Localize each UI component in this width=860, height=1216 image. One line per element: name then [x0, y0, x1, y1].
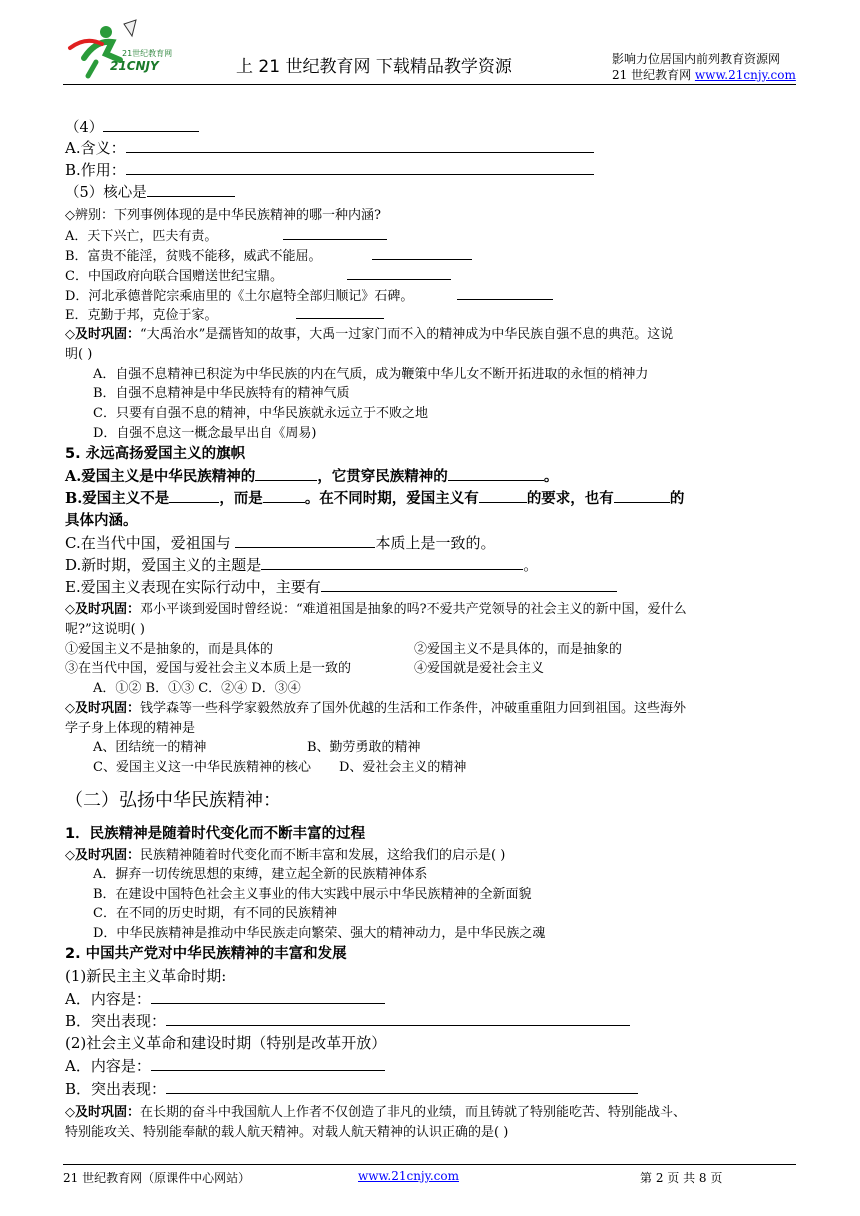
patriotism-c	[65, 532, 496, 553]
option-text: D、爱社会主义的精神	[339, 760, 467, 775]
period-2-heading: (2)社会主义革命和建设时期（特别是改革开放）	[65, 1034, 387, 1052]
footer-link-wrap	[358, 1169, 459, 1183]
patriotism-a	[65, 465, 558, 486]
patriotism-e	[65, 576, 617, 597]
section-5-heading: 5. 永远高扬爱国主义的旗帜	[65, 446, 246, 462]
practice-2	[65, 598, 687, 617]
text: A．内容是：	[65, 1057, 151, 1075]
footer-rule	[63, 1164, 796, 1165]
section-2-heading: （二）弘扬中华民族精神：	[65, 790, 281, 811]
blank	[448, 466, 544, 481]
blank	[372, 245, 472, 260]
practice-label: ◇及时巩固：	[65, 327, 140, 342]
discern-e	[65, 304, 384, 323]
option-text: B．富贵不能淫，贫贱不能移，威武不能屈。	[65, 249, 322, 264]
practice-1-c: C．只要有自强不息的精神，中华民族就永远立于不败之地	[93, 406, 428, 421]
practice-4-a: A．摒弃一切传统思想的束缚，建立起全新的民族精神体系	[93, 867, 428, 882]
header-rule	[63, 84, 796, 85]
period-1-highlight	[65, 1010, 630, 1031]
blank	[151, 1056, 385, 1071]
blank	[235, 533, 375, 548]
practice-1-a: A．自强不息精神已积淀为中华民族的内在气质，成为鞭策中华儿女不断开拓进取的永恒的梢神力	[93, 367, 649, 382]
line-function	[65, 159, 594, 180]
item-label: B.作用：	[65, 161, 126, 179]
blank	[255, 466, 317, 481]
discern-c	[65, 265, 451, 284]
practice-label: ◇及时巩固：	[65, 602, 140, 617]
blank	[479, 488, 527, 503]
blank	[147, 182, 235, 197]
text: 。	[543, 468, 559, 485]
text: B．突出表现：	[65, 1012, 167, 1030]
item-label: （4）	[65, 120, 104, 136]
text: ，它贯穿民族精神的	[317, 468, 448, 485]
blank	[166, 1011, 630, 1026]
practice-1-cont: 明( )	[65, 347, 93, 362]
blank	[126, 160, 594, 175]
blank	[103, 117, 199, 132]
footer-left: 21 世纪教育网（原课件中心网站）	[63, 1171, 251, 1185]
option-text: A．天下兴亡，匹夫有责。	[65, 229, 218, 244]
blank	[347, 265, 451, 280]
blank	[169, 488, 219, 503]
option-text: ②爱国主义不是具体的，而是抽象的	[414, 642, 623, 657]
patriotism-b	[65, 487, 684, 508]
option-text: C、爱国主义这一中华民族精神的核心	[93, 760, 311, 775]
text: 的	[669, 490, 685, 507]
practice-2-choices: A．①② B．①③ C．②④ D．③④	[93, 681, 301, 696]
practice-4-c: C．在不同的历史时期，有不同的民族精神	[93, 906, 337, 921]
text: 。	[523, 556, 539, 574]
practice-3-opt-cd	[93, 756, 467, 775]
text: 的要求，也有	[526, 490, 614, 507]
practice-label: ◇及时巩固：	[65, 701, 140, 716]
practice-label: ◇及时巩固：	[65, 848, 140, 863]
practice-5-cont: 特别能攻关、特别能奉献的载人航天精神。对载人航天精神的认识正确的是( )	[65, 1125, 509, 1140]
practice-label: ◇及时巩固：	[65, 1105, 140, 1120]
practice-4-b: B．在建设中国特色社会主义事业的伟大实践中展示中华民族精神的全新面貌	[93, 887, 532, 902]
subsection-1-heading: 1．民族精神是随着时代变化而不断丰富的过程	[65, 826, 366, 842]
practice-1-d: D．自强不息这一概念最早出自《周易)	[93, 426, 317, 441]
header-site-link[interactable]: www.21cnjy.com	[694, 68, 796, 82]
text: C.在当代中国，爱祖国与	[65, 534, 236, 552]
practice-3-cont: 学子身上体现的精神是	[65, 721, 196, 736]
footer-site-link[interactable]: www.21cnjy.com	[358, 1169, 459, 1183]
practice-2-opt-12	[65, 638, 623, 657]
blank	[614, 488, 670, 503]
text: E.爱国主义表现在实际行动中，主要有	[65, 578, 321, 596]
header-site-line	[612, 66, 796, 83]
text: A．内容是：	[65, 990, 151, 1008]
practice-1	[65, 323, 673, 342]
blank	[457, 285, 553, 300]
practice-2-opt-34	[65, 657, 545, 676]
option-text: ①爱国主义不是抽象的，而是具体的	[65, 642, 274, 657]
discern-b	[65, 245, 472, 264]
blank	[151, 989, 385, 1004]
blank	[321, 577, 617, 592]
text: D.新时期，爱国主义的主题是	[65, 556, 262, 574]
period-2-content	[65, 1055, 385, 1076]
line-meaning	[65, 137, 594, 158]
option-text: E．克勤于邦，克俭于家。	[65, 308, 218, 323]
option-text: C．中国政府向联合国赠送世纪宝鼎。	[65, 269, 283, 284]
discern-heading: ◇辨别：下列事例体现的是中华民族精神的哪一种内涵?	[65, 208, 381, 223]
option-text: D．河北承德普陀宗乘庙里的《土尔扈特全部归顺记》石碑。	[65, 289, 414, 304]
discern-d	[65, 285, 553, 304]
practice-text: 邓小平谈到爱国时曾经说：“难道祖国是抽象的吗?不爱共产党领导的社会主义的新中国，爱什么	[140, 602, 687, 617]
blank	[261, 555, 523, 570]
patriotism-d	[65, 554, 538, 575]
practice-text: 在长期的奋斗中我国航人上作者不仅创造了非凡的业绩，而且铸就了特别能吃苦、特别能战斗、	[140, 1105, 687, 1120]
period-1-content	[65, 988, 385, 1009]
blank	[263, 488, 305, 503]
item-label: A.含义：	[65, 139, 126, 157]
practice-3	[65, 697, 686, 716]
blank	[296, 304, 384, 319]
subsection-2-heading: 2. 中国共产党对中华民族精神的丰富和发展	[65, 946, 347, 962]
blank	[126, 138, 594, 153]
logo-text-en: 21CNJY	[110, 59, 159, 73]
practice-text: “大禹治水”是孺皆知的故事，大禹一过家门而不入的精神成为中华民族自强不息的典范。这说	[140, 327, 674, 342]
practice-3-opt-ab	[93, 736, 421, 755]
footer-page-number: 第 2 页 共 8 页	[640, 1171, 723, 1185]
practice-1-b: B．自强不息精神是中华民族特有的精神气质	[93, 386, 350, 401]
discern-a	[65, 225, 387, 244]
header-center-title: 上 21 世纪教育网 下载精品教学资源	[236, 57, 512, 77]
option-text: ④爱国就是爱社会主义	[414, 661, 545, 676]
blank	[166, 1079, 638, 1094]
patriotism-b-cont: 具体内涵。	[65, 512, 138, 529]
option-text: A、团结统一的精神	[93, 740, 207, 755]
text: B．突出表现：	[65, 1080, 167, 1098]
text: A.爱国主义是中华民族精神的	[65, 468, 256, 485]
logo-text-cn: 21世纪教育网	[122, 49, 173, 58]
line-4	[65, 116, 199, 137]
item-label: （5）核心是	[65, 185, 147, 201]
header-tagline: 影响力位居国内前列教育资源网	[612, 52, 781, 66]
practice-text: 钱学森等一些科学家毅然放弃了国外优越的生活和工作条件，冲破重重阻力回到祖国。这些海外	[140, 701, 687, 716]
text: 。在不同时期，爱国主义有	[304, 490, 479, 507]
practice-4-d: D．中华民族精神是推动中华民族走向繁荣、强大的精神动力，是中华民族之魂	[93, 926, 546, 941]
period-2-highlight	[65, 1078, 638, 1099]
line-core	[65, 181, 235, 202]
text: ，而是	[219, 490, 263, 507]
header-site-name: 21 世纪教育网	[612, 68, 695, 82]
site-logo	[66, 18, 176, 82]
option-text: B、勤劳勇敢的精神	[307, 740, 421, 755]
text: 本质上是一致的。	[375, 534, 496, 552]
text: B.爱国主义不是	[65, 490, 170, 507]
blank	[283, 225, 387, 240]
option-text: ③在当代中国，爱国与爱社会主义本质上是一致的	[65, 661, 352, 676]
practice-5	[65, 1101, 686, 1120]
period-1-heading: (1)新民主主义革命时期:	[65, 967, 227, 985]
practice-text: 民族精神随着时代变化而不断丰富和发展，这给我们的启示是( )	[140, 848, 506, 863]
practice-2-cont: 呢?”这说明( )	[65, 622, 145, 637]
practice-4	[65, 844, 505, 863]
